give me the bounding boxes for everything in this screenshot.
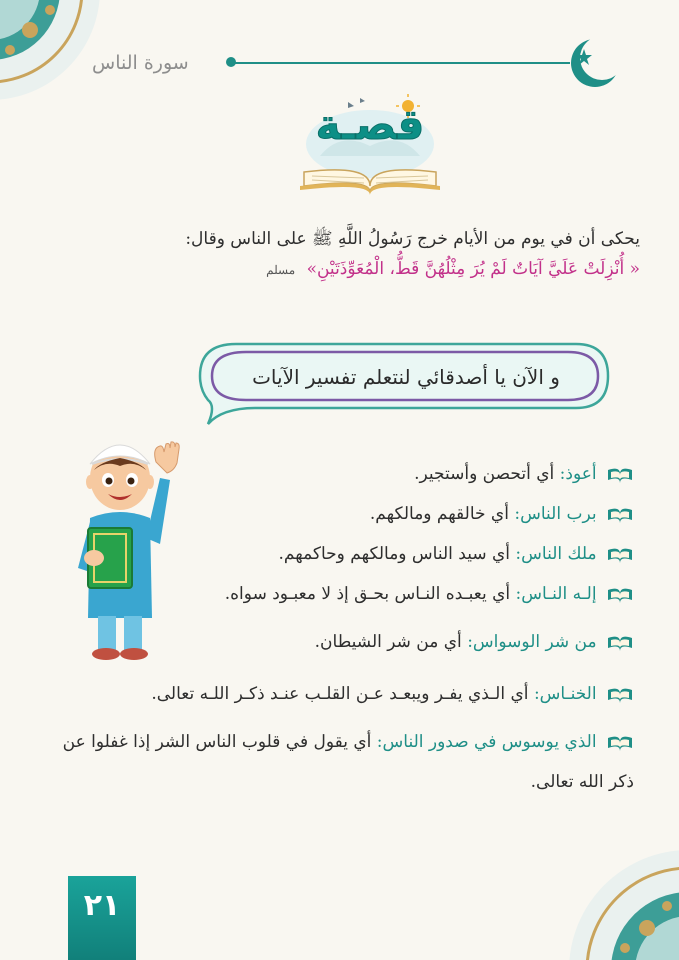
open-book-icon [606, 634, 634, 652]
intro-text: يحكى أن في يوم من الأيام خرج رَسُولُ اللَّهِ ﷺ على الناس وقال: [185, 229, 640, 249]
definition-item [58, 454, 634, 494]
definitions-list [58, 454, 634, 802]
definition-term: الذي يوسوس في صدور الناس: [376, 732, 597, 752]
open-book-icon [606, 466, 634, 484]
definition-item [58, 574, 634, 614]
definition-item [58, 622, 634, 662]
definition-term: من شر الوسواس: [467, 632, 597, 652]
hadith-source: مسلم [266, 263, 296, 277]
bubble-text: و الآن يا أصدقائي لنتعلم تفسير الآيات [252, 365, 560, 389]
definition-item [58, 674, 634, 714]
crescent-star-icon [568, 36, 622, 90]
definition-meaning: أي الـذي يفـر ويبعـد عـن القلـب عنـد ذكـر اللـه تعالى. [151, 684, 529, 704]
open-book-icon [606, 546, 634, 564]
definition-item [58, 534, 634, 574]
header-divider [230, 62, 570, 64]
page-number: ٢١ [83, 888, 121, 923]
definition-meaning: أي سيد الناس ومالكهم وحاكمهم. [278, 544, 511, 564]
intro-paragraph [40, 224, 640, 285]
definition-item [58, 494, 634, 534]
definition-term: إلـه النـاس: [515, 584, 597, 604]
story-heading: قصـة [315, 100, 425, 149]
surah-title: سورة الناس [92, 52, 189, 74]
corner-ornament-bottom-right [569, 850, 679, 960]
definition-item [58, 722, 634, 802]
definition-meaning: أي خالقهم ومالكهم. [369, 504, 509, 524]
intro-quote-line [40, 254, 640, 285]
open-book-icon [606, 506, 634, 524]
definition-term: أعوذ: [559, 464, 597, 484]
open-book-icon [606, 686, 634, 704]
hadith-quote: « أُنْزِلَتْ عَلَيَّ آيَاتٌ لَمْ يُرَ مِثْلُهُنَّ قَطُّ، الْمُعَوِّذَتَيْنِ» [306, 259, 640, 279]
definition-term: ملك الناس: [515, 544, 597, 564]
definition-meaning: أي أتحصن وأستجير. [414, 464, 555, 484]
definition-term: الخنـاس: [533, 684, 597, 704]
open-book-icon [606, 734, 634, 752]
corner-ornament-top-left [0, 0, 100, 100]
definition-meaning: أي يقول في قلوب الناس الشر إذا غفلوا عن ذكر الله تعالى. [62, 732, 634, 792]
definition-meaning: أي يعبـده النـاس بحـق إذ لا معبـود سواه. [224, 584, 511, 604]
open-book-icon [606, 586, 634, 604]
definition-meaning: أي من شر الشيطان. [314, 632, 462, 652]
definition-term: برب الناس: [514, 504, 597, 524]
